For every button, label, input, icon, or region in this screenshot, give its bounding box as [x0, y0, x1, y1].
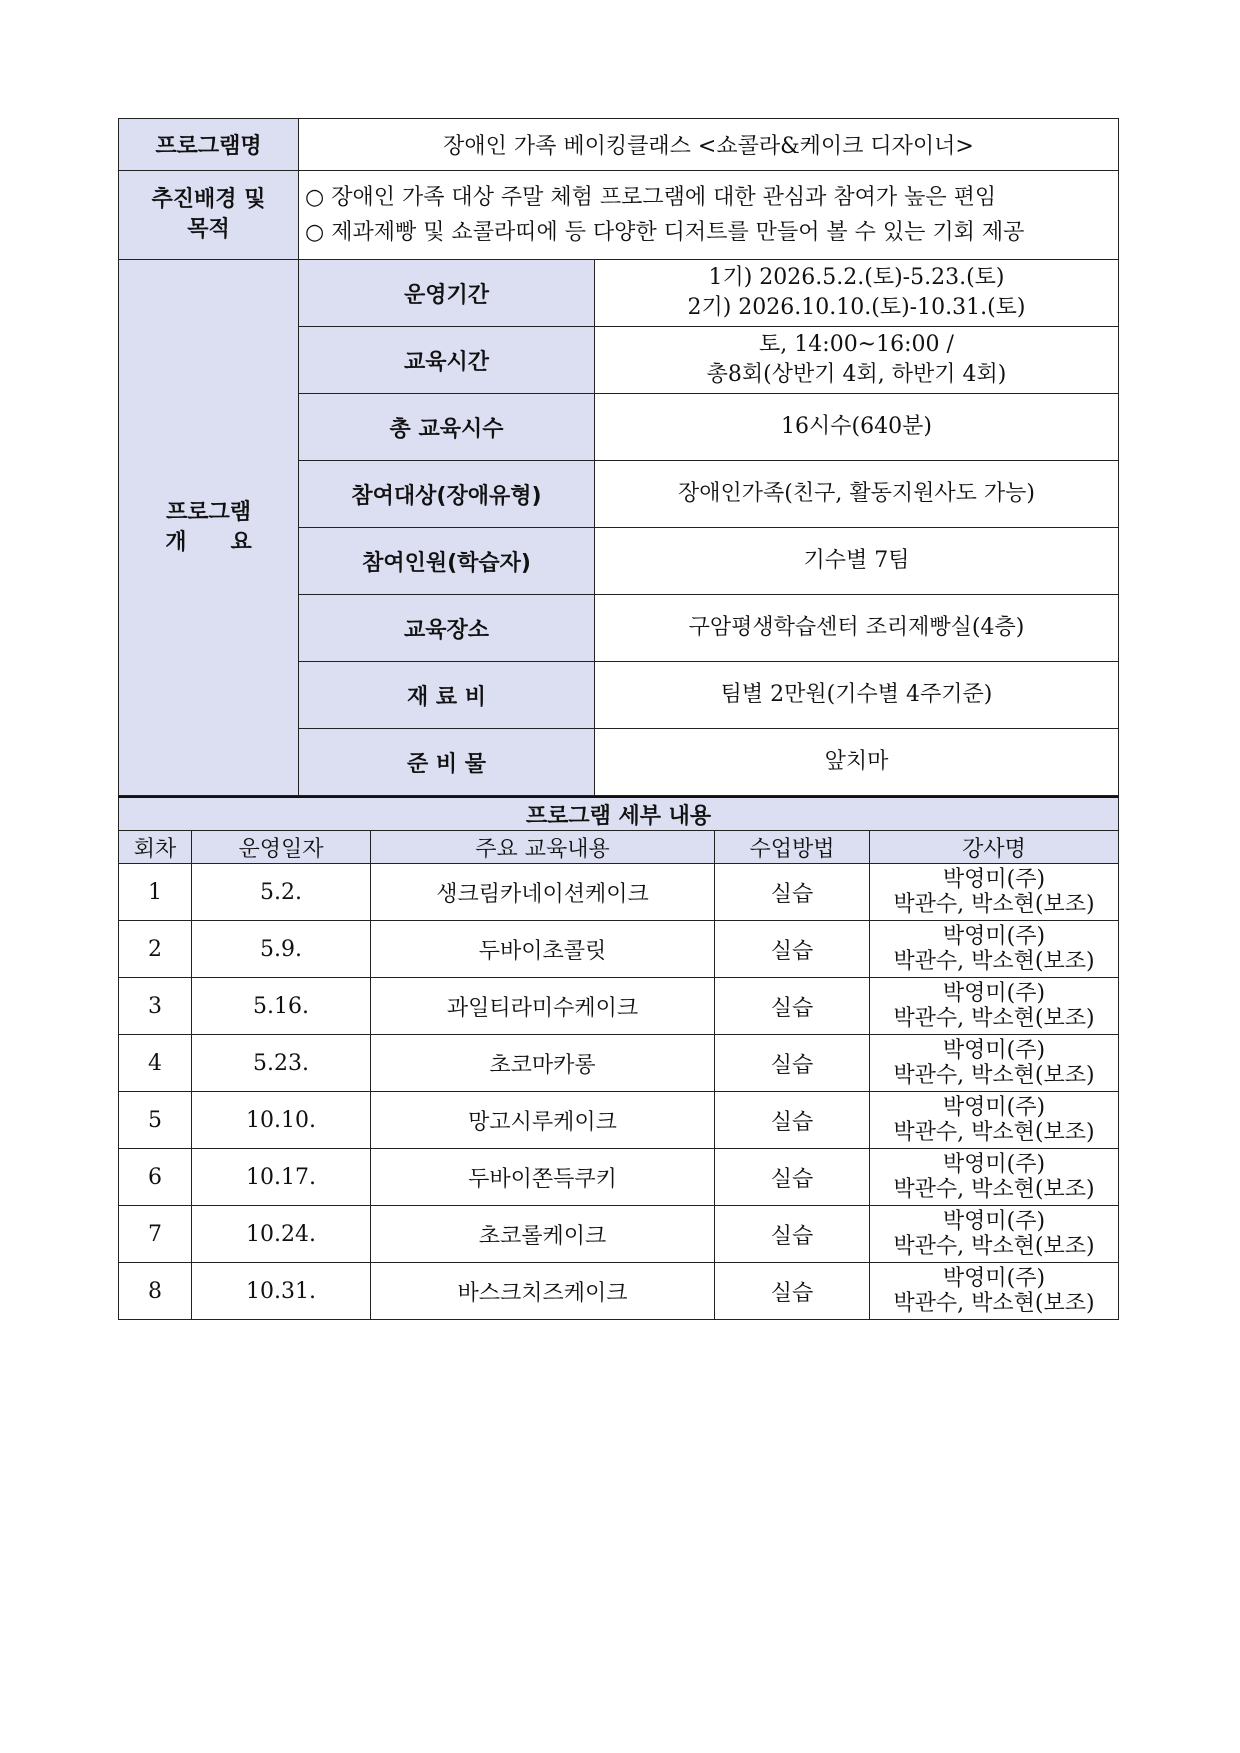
session-no: 2 — [119, 921, 192, 978]
session-date: 5.9. — [192, 921, 371, 978]
overview-item-value: 장애인가족(친구, 활동지원사도 가능) — [595, 461, 1119, 528]
session-lecturer — [870, 1206, 1119, 1263]
table-row — [119, 1149, 1119, 1206]
overview-label-line-1: 프로그램 — [165, 499, 251, 525]
session-content: 과일티라미수케이크 — [371, 978, 715, 1035]
lecturer-main: 박영미(주) — [942, 1266, 1046, 1291]
header-content: 주요 교육내용 — [371, 831, 715, 864]
overview-item-label: 교육시간 — [299, 327, 595, 394]
lecturer-assist: 박관수, 박소현(보조) — [893, 1006, 1095, 1031]
session-date: 5.16. — [192, 978, 371, 1035]
session-content: 초코롤케이크 — [371, 1206, 715, 1263]
overview-item-value: 기수별 7팀 — [595, 528, 1119, 595]
lecturer-main: 박영미(주) — [942, 924, 1046, 949]
lecturer-assist: 박관수, 박소현(보조) — [893, 1063, 1095, 1088]
session-lecturer — [870, 1035, 1119, 1092]
overview-item-label: 운영기간 — [299, 260, 595, 327]
background-line: ○ 장애인 가족 대상 주말 체험 프로그램에 대한 관심과 참여가 높은 편임 — [305, 185, 997, 210]
overview-item-label: 참여인원(학습자) — [299, 528, 595, 595]
overview-label-line-2: 개 요 — [165, 529, 252, 555]
session-date: 5.2. — [192, 864, 371, 921]
session-method: 실습 — [715, 921, 870, 978]
header-no: 회차 — [119, 831, 192, 864]
lecturer-assist: 박관수, 박소현(보조) — [893, 892, 1095, 917]
session-date: 5.23. — [192, 1035, 371, 1092]
program-name-label: 프로그램명 — [119, 119, 299, 171]
overview-item-label: 교육장소 — [299, 595, 595, 662]
background-label-line-1: 추진배경 및 — [151, 187, 266, 212]
overview-item-value: 16시수(640분) — [595, 394, 1119, 461]
overview-value-line-2: 총8회(상반기 4회, 하반기 4회) — [706, 362, 1007, 387]
overview-item-value: 앞치마 — [595, 729, 1119, 796]
lecturer-assist: 박관수, 박소현(보조) — [893, 1120, 1095, 1145]
table-row — [119, 1035, 1119, 1092]
background-label-line-2: 목적 — [187, 217, 230, 242]
session-date: 10.31. — [192, 1263, 371, 1320]
overview-item-label: 참여대상(장애유형) — [299, 461, 595, 528]
overview-item-value — [595, 327, 1119, 394]
program-name-value: 장애인 가족 베이킹클래스 <쇼콜라&케이크 디자이너> — [299, 119, 1119, 171]
session-lecturer — [870, 921, 1119, 978]
overview-item-value — [595, 260, 1119, 327]
session-method: 실습 — [715, 1092, 870, 1149]
overview-row — [119, 260, 1119, 327]
lecturer-main: 박영미(주) — [942, 867, 1046, 892]
session-date: 10.10. — [192, 1092, 371, 1149]
session-no: 6 — [119, 1149, 192, 1206]
background-content — [299, 171, 1119, 260]
background-row — [119, 171, 1119, 260]
header-date: 운영일자 — [192, 831, 371, 864]
table-row — [119, 1206, 1119, 1263]
session-no: 8 — [119, 1263, 192, 1320]
lecturer-assist: 박관수, 박소현(보조) — [893, 1177, 1095, 1202]
lecturer-main: 박영미(주) — [942, 1152, 1046, 1177]
session-method: 실습 — [715, 864, 870, 921]
overview-item-value: 구암평생학습센터 조리제빵실(4층) — [595, 595, 1119, 662]
overview-value-line-1: 토, 14:00~16:00 / — [759, 332, 954, 357]
lecturer-main: 박영미(주) — [942, 1095, 1046, 1120]
lecturer-main: 박영미(주) — [942, 1038, 1046, 1063]
session-lecturer — [870, 1149, 1119, 1206]
session-content: 두바이초콜릿 — [371, 921, 715, 978]
session-lecturer — [870, 978, 1119, 1035]
session-content: 초코마카롱 — [371, 1035, 715, 1092]
lecturer-main: 박영미(주) — [942, 981, 1046, 1006]
background-line: ○ 제과제빵 및 쇼콜라띠에 등 다양한 디저트를 만들어 볼 수 있는 기회 제공 — [305, 220, 1025, 245]
lecturer-main: 박영미(주) — [942, 1209, 1046, 1234]
detail-title-row — [119, 797, 1119, 831]
program-document — [118, 118, 1118, 1320]
overview-value-line-2: 2기) 2026.10.10.(토)-10.31.(토) — [687, 295, 1026, 320]
session-lecturer — [870, 1092, 1119, 1149]
table-row — [119, 921, 1119, 978]
table-row — [119, 864, 1119, 921]
table-row — [119, 1263, 1119, 1320]
lecturer-assist: 박관수, 박소현(보조) — [893, 949, 1095, 974]
detail-title: 프로그램 세부 내용 — [119, 797, 1119, 831]
table-row — [119, 1092, 1119, 1149]
table-row — [119, 978, 1119, 1035]
session-content: 망고시루케이크 — [371, 1092, 715, 1149]
session-content: 두바이쫀득쿠키 — [371, 1149, 715, 1206]
session-method: 실습 — [715, 1149, 870, 1206]
background-label — [119, 171, 299, 260]
session-no: 3 — [119, 978, 192, 1035]
header-lecturer: 강사명 — [870, 831, 1119, 864]
session-content: 생크림카네이션케이크 — [371, 864, 715, 921]
lecturer-assist: 박관수, 박소현(보조) — [893, 1234, 1095, 1259]
overview-item-label: 재 료 비 — [299, 662, 595, 729]
program-summary-table — [118, 118, 1119, 796]
session-content: 바스크치즈케이크 — [371, 1263, 715, 1320]
lecturer-assist: 박관수, 박소현(보조) — [893, 1291, 1095, 1316]
session-method: 실습 — [715, 1035, 870, 1092]
session-date: 10.24. — [192, 1206, 371, 1263]
overview-label — [119, 260, 299, 796]
overview-value-line-1: 1기) 2026.5.2.(토)-5.23.(토) — [708, 265, 1005, 290]
program-detail-table — [118, 796, 1119, 1320]
session-lecturer — [870, 1263, 1119, 1320]
session-method: 실습 — [715, 978, 870, 1035]
detail-header-row — [119, 831, 1119, 864]
session-no: 7 — [119, 1206, 192, 1263]
header-method: 수업방법 — [715, 831, 870, 864]
program-name-row — [119, 119, 1119, 171]
session-method: 실습 — [715, 1206, 870, 1263]
session-date: 10.17. — [192, 1149, 371, 1206]
session-no: 5 — [119, 1092, 192, 1149]
session-no: 4 — [119, 1035, 192, 1092]
overview-item-value: 팀별 2만원(기수별 4주기준) — [595, 662, 1119, 729]
session-lecturer — [870, 864, 1119, 921]
session-method: 실습 — [715, 1263, 870, 1320]
overview-item-label: 총 교육시수 — [299, 394, 595, 461]
session-no: 1 — [119, 864, 192, 921]
overview-item-label: 준 비 물 — [299, 729, 595, 796]
